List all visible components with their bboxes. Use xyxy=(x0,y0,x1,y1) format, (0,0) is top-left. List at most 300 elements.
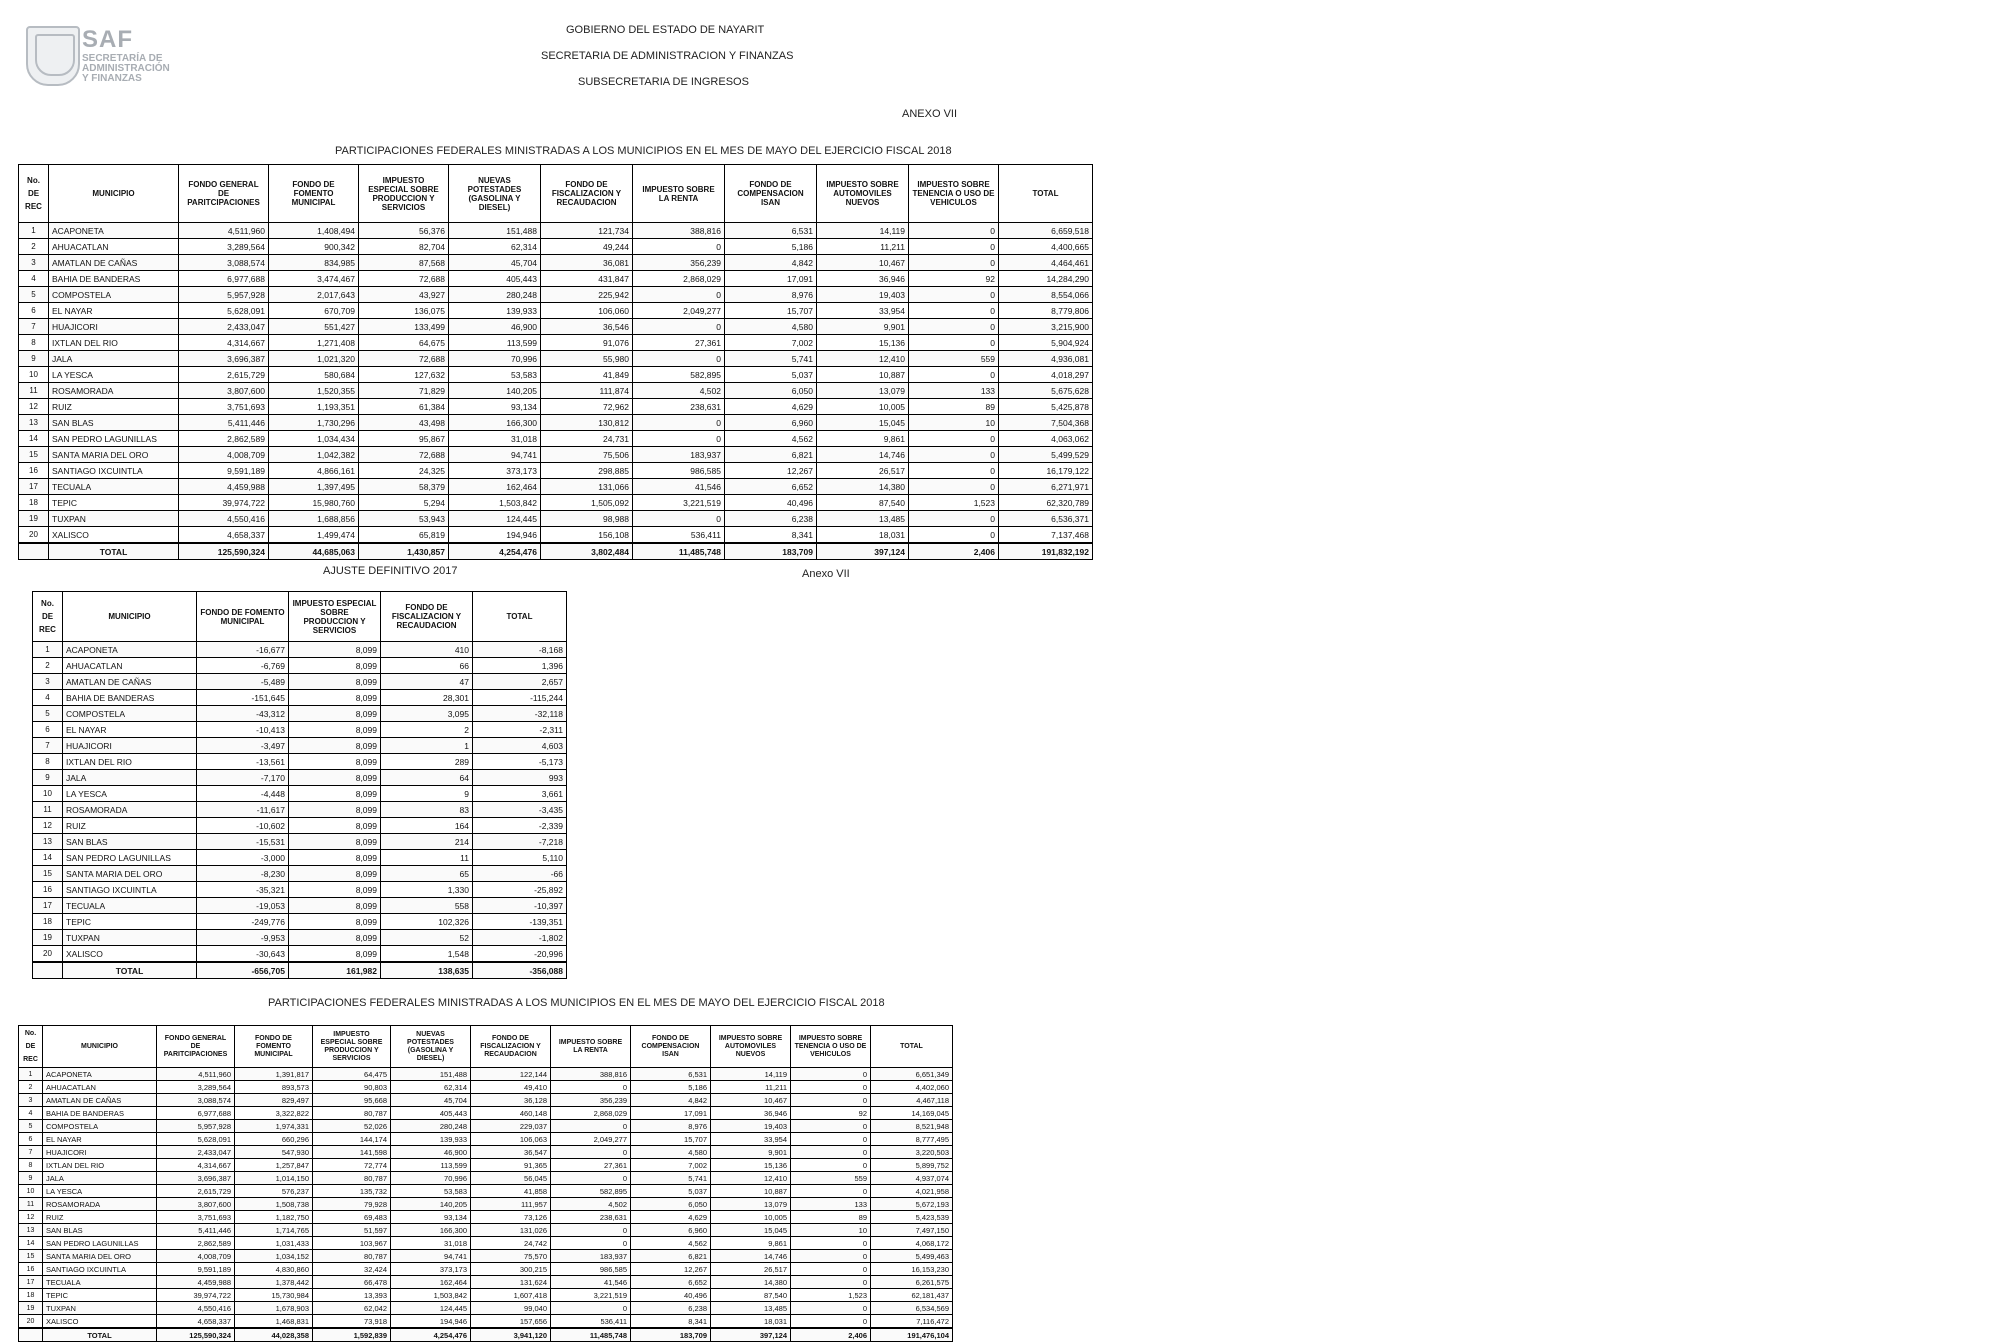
amount-cell: 40,496 xyxy=(631,1289,711,1302)
amount-cell: 300,215 xyxy=(471,1263,551,1276)
amount-cell: 0 xyxy=(633,351,725,367)
table-row xyxy=(33,690,567,706)
amount-cell: 0 xyxy=(909,511,999,527)
amount-cell: 41,849 xyxy=(541,367,633,383)
amount-cell: 33,954 xyxy=(817,303,909,319)
amount-cell: 1,257,847 xyxy=(235,1159,313,1172)
amount-cell: -30,643 xyxy=(197,946,289,963)
amount-cell: 53,583 xyxy=(449,367,541,383)
amount-cell: 4,502 xyxy=(551,1198,631,1211)
amount-cell: 5,675,628 xyxy=(999,383,1093,399)
amount-cell: 17,091 xyxy=(631,1107,711,1120)
amount-cell: 405,443 xyxy=(391,1107,471,1120)
municipio-cell: BAHIA DE BANDERAS xyxy=(49,271,179,287)
municipio-cell: COMPOSTELA xyxy=(63,706,197,722)
amount-cell: -35,321 xyxy=(197,882,289,898)
amount-cell: 0 xyxy=(551,1237,631,1250)
amount-cell: 53,583 xyxy=(391,1185,471,1198)
amount-cell: 558 xyxy=(381,898,473,914)
amount-cell: -43,312 xyxy=(197,706,289,722)
amount-cell: 111,874 xyxy=(541,383,633,399)
amount-cell: 536,411 xyxy=(551,1315,631,1329)
municipio-cell: TEPIC xyxy=(49,495,179,511)
row-number: 13 xyxy=(19,1224,43,1237)
amount-cell: 69,483 xyxy=(313,1211,391,1224)
amount-cell: 3,474,467 xyxy=(269,271,359,287)
row-number: 14 xyxy=(33,850,63,866)
table-row xyxy=(33,898,567,914)
amount-cell: 91,076 xyxy=(541,335,633,351)
amount-cell: 79,928 xyxy=(313,1198,391,1211)
municipio-cell: BAHIA DE BANDERAS xyxy=(63,690,197,706)
municipio-cell: RUIZ xyxy=(49,399,179,415)
amount-cell: 893,573 xyxy=(235,1081,313,1094)
amount-cell: 1,607,418 xyxy=(471,1289,551,1302)
amount-cell: 0 xyxy=(909,479,999,495)
amount-cell: 13,079 xyxy=(711,1198,791,1211)
amount-cell: 8,099 xyxy=(289,642,381,658)
amount-cell: 1,031,433 xyxy=(235,1237,313,1250)
amount-cell: 14,119 xyxy=(817,223,909,239)
amount-cell: 0 xyxy=(791,1068,871,1081)
amount-cell: 4,314,667 xyxy=(179,335,269,351)
amount-cell: 214 xyxy=(381,834,473,850)
amount-cell: 83 xyxy=(381,802,473,818)
municipio-cell: COMPOSTELA xyxy=(43,1120,157,1133)
municipio-cell: ACAPONETA xyxy=(43,1068,157,1081)
amount-cell: 11 xyxy=(381,850,473,866)
municipio-cell: ROSAMORADA xyxy=(63,802,197,818)
row-number: 12 xyxy=(19,399,49,415)
amount-cell: 52,026 xyxy=(313,1120,391,1133)
table-row xyxy=(19,495,1093,511)
amount-cell: 15,136 xyxy=(817,335,909,351)
amount-cell: 9,901 xyxy=(817,319,909,335)
amount-cell: 5,957,928 xyxy=(179,287,269,303)
amount-cell: 1,021,320 xyxy=(269,351,359,367)
row-number: 1 xyxy=(19,1068,43,1081)
amount-cell: 91,365 xyxy=(471,1159,551,1172)
row-number: 7 xyxy=(19,1146,43,1159)
municipio-cell: SAN BLAS xyxy=(49,415,179,431)
municipio-cell: EL NAYAR xyxy=(43,1133,157,1146)
amount-cell: 2,433,047 xyxy=(179,319,269,335)
amount-cell: 13,485 xyxy=(711,1302,791,1315)
amount-cell: 0 xyxy=(551,1302,631,1315)
municipio-cell: SANTIAGO IXCUINTLA xyxy=(43,1263,157,1276)
amount-cell: 87,540 xyxy=(817,495,909,511)
amount-cell: -66 xyxy=(473,866,567,882)
amount-cell: 113,599 xyxy=(391,1159,471,1172)
amount-cell: 95,668 xyxy=(313,1094,391,1107)
table1-header-row xyxy=(19,165,1093,223)
amount-cell: 3,215,900 xyxy=(999,319,1093,335)
municipio-cell: JALA xyxy=(43,1172,157,1185)
amount-cell: 582,895 xyxy=(551,1185,631,1198)
amount-cell: 356,239 xyxy=(551,1094,631,1107)
row-number: 6 xyxy=(19,303,49,319)
amount-cell: 164 xyxy=(381,818,473,834)
amount-cell: 43,927 xyxy=(359,287,449,303)
amount-cell: 156,108 xyxy=(541,527,633,544)
column-header: IMPUESTO ESPECIAL SOBRE PRODUCCION Y SERVICIOS xyxy=(289,592,381,642)
amount-cell: 131,026 xyxy=(471,1224,551,1237)
amount-cell: 8,777,495 xyxy=(871,1133,953,1146)
column-header: FONDO DE FISCALIZACION Y RECAUDACION xyxy=(541,165,633,223)
amount-cell: -10,397 xyxy=(473,898,567,914)
amount-cell: 16,179,122 xyxy=(999,463,1093,479)
amount-cell: 6,531 xyxy=(631,1068,711,1081)
amount-cell: 0 xyxy=(909,431,999,447)
amount-cell: 8,099 xyxy=(289,770,381,786)
amount-cell: 72,688 xyxy=(359,271,449,287)
amount-cell: 4,658,337 xyxy=(157,1315,235,1329)
row-number: 12 xyxy=(33,818,63,834)
amount-cell: 1,714,765 xyxy=(235,1224,313,1237)
ajuste-definitivo-table xyxy=(32,591,567,979)
amount-cell: 6,238 xyxy=(725,511,817,527)
table-row xyxy=(19,287,1093,303)
participaciones-table xyxy=(18,164,1093,560)
amount-cell: 6,960 xyxy=(725,415,817,431)
amount-cell: 0 xyxy=(791,1315,871,1329)
amount-cell: 0 xyxy=(551,1224,631,1237)
municipio-cell: AMATLAN DE CAÑAS xyxy=(49,255,179,271)
amount-cell: 13,485 xyxy=(817,511,909,527)
amount-cell: -356,088 xyxy=(473,962,567,979)
amount-cell: 90,803 xyxy=(313,1081,391,1094)
table-row xyxy=(19,415,1093,431)
amount-cell: 4,580 xyxy=(631,1146,711,1159)
amount-cell: 5,425,878 xyxy=(999,399,1093,415)
amount-cell: 144,174 xyxy=(313,1133,391,1146)
amount-cell: 6,531 xyxy=(725,223,817,239)
amount-cell: 72,688 xyxy=(359,351,449,367)
amount-cell: 125,590,324 xyxy=(157,1328,235,1342)
amount-cell: 12,267 xyxy=(631,1263,711,1276)
amount-cell: 6,651,349 xyxy=(871,1068,953,1081)
amount-cell: -7,170 xyxy=(197,770,289,786)
amount-cell: -2,311 xyxy=(473,722,567,738)
amount-cell: 5,499,529 xyxy=(999,447,1093,463)
amount-cell: 3,088,574 xyxy=(157,1094,235,1107)
amount-cell: 89 xyxy=(791,1211,871,1224)
amount-cell: 26,517 xyxy=(817,463,909,479)
amount-cell: 36,547 xyxy=(471,1146,551,1159)
amount-cell: 45,704 xyxy=(449,255,541,271)
amount-cell: 4,254,476 xyxy=(449,543,541,560)
municipio-cell: ACAPONETA xyxy=(49,223,179,239)
amount-cell: 1 xyxy=(381,738,473,754)
amount-cell: 4,402,060 xyxy=(871,1081,953,1094)
amount-cell: 13,079 xyxy=(817,383,909,399)
amount-cell: 6,050 xyxy=(725,383,817,399)
amount-cell: 0 xyxy=(633,319,725,335)
municipio-cell: IXTLAN DEL RIO xyxy=(63,754,197,770)
amount-cell: 225,942 xyxy=(541,287,633,303)
amount-cell: 6,977,688 xyxy=(157,1107,235,1120)
row-number: 1 xyxy=(33,642,63,658)
amount-cell: 4,830,860 xyxy=(235,1263,313,1276)
amount-cell: 32,424 xyxy=(313,1263,391,1276)
amount-cell: 66,478 xyxy=(313,1276,391,1289)
row-number: 16 xyxy=(19,463,49,479)
amount-cell: 3,807,600 xyxy=(157,1198,235,1211)
amount-cell: 93,134 xyxy=(391,1211,471,1224)
amount-cell: 7,137,468 xyxy=(999,527,1093,544)
amount-cell: 0 xyxy=(909,319,999,335)
amount-cell: 15,707 xyxy=(725,303,817,319)
amount-cell: 6,659,518 xyxy=(999,223,1093,239)
amount-cell: 0 xyxy=(791,1081,871,1094)
amount-cell: 8,099 xyxy=(289,706,381,722)
amount-cell: 5,499,463 xyxy=(871,1250,953,1263)
amount-cell: 183,709 xyxy=(631,1328,711,1342)
amount-cell: 1,391,817 xyxy=(235,1068,313,1081)
amount-cell: 4,459,988 xyxy=(179,479,269,495)
municipio-cell: TECUALA xyxy=(49,479,179,495)
amount-cell: -139,351 xyxy=(473,914,567,930)
amount-cell: 7,116,472 xyxy=(871,1315,953,1329)
amount-cell: 4,511,960 xyxy=(179,223,269,239)
total-row xyxy=(19,543,1093,560)
amount-cell: 27,361 xyxy=(551,1159,631,1172)
table-row xyxy=(33,834,567,850)
table-row xyxy=(19,1094,953,1107)
amount-cell: 1,523 xyxy=(909,495,999,511)
amount-cell: 47 xyxy=(381,674,473,690)
amount-cell: 0 xyxy=(633,511,725,527)
amount-cell: -16,677 xyxy=(197,642,289,658)
row-number: 6 xyxy=(33,722,63,738)
amount-cell: 15,980,760 xyxy=(269,495,359,511)
amount-cell: 0 xyxy=(791,1133,871,1146)
amount-cell: 8,099 xyxy=(289,946,381,963)
amount-cell: 0 xyxy=(909,447,999,463)
amount-cell: 151,488 xyxy=(449,223,541,239)
amount-cell: 8,554,066 xyxy=(999,287,1093,303)
amount-cell: 80,787 xyxy=(313,1172,391,1185)
amount-cell: 194,946 xyxy=(449,527,541,544)
amount-cell: 2,868,029 xyxy=(551,1107,631,1120)
amount-cell: 1,014,150 xyxy=(235,1172,313,1185)
amount-cell: 5,423,539 xyxy=(871,1211,953,1224)
amount-cell: 12,410 xyxy=(817,351,909,367)
amount-cell: 6,652 xyxy=(631,1276,711,1289)
amount-cell: 7,002 xyxy=(725,335,817,351)
amount-cell: 139,933 xyxy=(449,303,541,319)
column-header: FONDO DE COMPENSACION ISAN xyxy=(631,1026,711,1068)
amount-cell: 151,488 xyxy=(391,1068,471,1081)
amount-cell: 5,110 xyxy=(473,850,567,866)
amount-cell: -19,053 xyxy=(197,898,289,914)
amount-cell: 2,868,029 xyxy=(633,271,725,287)
amount-cell: 1,034,152 xyxy=(235,1250,313,1263)
amount-cell: 62,181,437 xyxy=(871,1289,953,1302)
amount-cell: 131,624 xyxy=(471,1276,551,1289)
column-header: No. DE REC xyxy=(19,165,49,223)
table-row xyxy=(19,1120,953,1133)
amount-cell: -6,769 xyxy=(197,658,289,674)
amount-cell: -3,435 xyxy=(473,802,567,818)
amount-cell: 405,443 xyxy=(449,271,541,287)
amount-cell: 5,186 xyxy=(725,239,817,255)
row-number: 15 xyxy=(33,866,63,882)
row-number: 11 xyxy=(19,383,49,399)
amount-cell: 49,410 xyxy=(471,1081,551,1094)
amount-cell: 2,406 xyxy=(909,543,999,560)
amount-cell: 10 xyxy=(791,1224,871,1237)
row-number: 7 xyxy=(33,738,63,754)
amount-cell: 4,254,476 xyxy=(391,1328,471,1342)
table2-anexo: Anexo VII xyxy=(802,568,850,580)
amount-cell: 388,816 xyxy=(633,223,725,239)
amount-cell: 834,985 xyxy=(269,255,359,271)
amount-cell: 98,988 xyxy=(541,511,633,527)
amount-cell: 1,520,355 xyxy=(269,383,359,399)
amount-cell: 1,468,831 xyxy=(235,1315,313,1329)
amount-cell: 6,534,569 xyxy=(871,1302,953,1315)
amount-cell: 64,675 xyxy=(359,335,449,351)
amount-cell: 5,294 xyxy=(359,495,449,511)
amount-cell: 3,751,693 xyxy=(179,399,269,415)
municipio-cell: HUAJICORI xyxy=(43,1146,157,1159)
row-number: 8 xyxy=(33,754,63,770)
table-row xyxy=(33,866,567,882)
header-secretaria: SECRETARIA DE ADMINISTRACION Y FINANZAS xyxy=(541,50,794,62)
amount-cell: 0 xyxy=(791,1159,871,1172)
amount-cell: -1,802 xyxy=(473,930,567,946)
amount-cell: 131,066 xyxy=(541,479,633,495)
amount-cell: 53,943 xyxy=(359,511,449,527)
amount-cell: 138,635 xyxy=(381,962,473,979)
amount-cell: 3,802,484 xyxy=(541,543,633,560)
table-row xyxy=(19,1198,953,1211)
amount-cell: 15,707 xyxy=(631,1133,711,1146)
amount-cell: 5,899,752 xyxy=(871,1159,953,1172)
table-row xyxy=(19,303,1093,319)
amount-cell: 12,410 xyxy=(711,1172,791,1185)
municipio-cell: SAN PEDRO LAGUNILLAS xyxy=(63,850,197,866)
amount-cell: 431,847 xyxy=(541,271,633,287)
amount-cell: 94,741 xyxy=(391,1250,471,1263)
amount-cell: 70,996 xyxy=(391,1172,471,1185)
amount-cell: 5,957,928 xyxy=(157,1120,235,1133)
amount-cell: -3,497 xyxy=(197,738,289,754)
amount-cell: -151,645 xyxy=(197,690,289,706)
amount-cell: 191,832,192 xyxy=(999,543,1093,560)
row-number: 19 xyxy=(33,930,63,946)
amount-cell: 660,296 xyxy=(235,1133,313,1146)
amount-cell: 0 xyxy=(791,1263,871,1276)
table-row xyxy=(33,818,567,834)
amount-cell: 66 xyxy=(381,658,473,674)
amount-cell: 7,504,368 xyxy=(999,415,1093,431)
municipio-cell: SAN BLAS xyxy=(63,834,197,850)
amount-cell: 1,193,351 xyxy=(269,399,359,415)
amount-cell: 162,464 xyxy=(449,479,541,495)
amount-cell: -13,561 xyxy=(197,754,289,770)
amount-cell: -10,602 xyxy=(197,818,289,834)
amount-cell: 7,002 xyxy=(631,1159,711,1172)
amount-cell: 13,393 xyxy=(313,1289,391,1302)
amount-cell: 93,134 xyxy=(449,399,541,415)
total-row xyxy=(33,962,567,979)
amount-cell: 1,592,839 xyxy=(313,1328,391,1342)
amount-cell: 1,688,856 xyxy=(269,511,359,527)
amount-cell: 15,045 xyxy=(711,1224,791,1237)
amount-cell: 2,049,277 xyxy=(551,1133,631,1146)
amount-cell: 1,397,495 xyxy=(269,479,359,495)
amount-cell: 191,476,104 xyxy=(871,1328,953,1342)
amount-cell: 8,099 xyxy=(289,674,381,690)
amount-cell: 298,885 xyxy=(541,463,633,479)
column-header: No. DE REC xyxy=(33,592,63,642)
table-row xyxy=(19,527,1093,544)
amount-cell: 16,153,230 xyxy=(871,1263,953,1276)
municipio-cell: SANTIAGO IXCUINTLA xyxy=(63,882,197,898)
amount-cell: 0 xyxy=(909,463,999,479)
amount-cell: -11,617 xyxy=(197,802,289,818)
amount-cell: 0 xyxy=(633,431,725,447)
amount-cell: 1,503,842 xyxy=(449,495,541,511)
amount-cell: 44,685,063 xyxy=(269,543,359,560)
amount-cell: 4,842 xyxy=(631,1094,711,1107)
column-header: TOTAL xyxy=(473,592,567,642)
table-row xyxy=(33,770,567,786)
amount-cell: 229,037 xyxy=(471,1120,551,1133)
amount-cell: 0 xyxy=(791,1276,871,1289)
amount-cell: 140,205 xyxy=(449,383,541,399)
row-number: 5 xyxy=(19,1120,43,1133)
amount-cell: 12,267 xyxy=(725,463,817,479)
column-header: IMPUESTO SOBRE TENENCIA O USO DE VEHICULOS xyxy=(909,165,999,223)
amount-cell: 280,248 xyxy=(449,287,541,303)
amount-cell: 8,099 xyxy=(289,914,381,930)
amount-cell: 356,239 xyxy=(633,255,725,271)
table-row xyxy=(19,1068,953,1081)
amount-cell: 15,136 xyxy=(711,1159,791,1172)
amount-cell: -10,413 xyxy=(197,722,289,738)
column-header: NUEVAS POTESTADES (GASOLINA Y DIESEL) xyxy=(391,1026,471,1068)
amount-cell: 14,119 xyxy=(711,1068,791,1081)
total-row xyxy=(19,1328,953,1342)
amount-cell: 8,099 xyxy=(289,882,381,898)
amount-cell: 4,550,416 xyxy=(157,1302,235,1315)
amount-cell: 1,042,382 xyxy=(269,447,359,463)
amount-cell: 36,081 xyxy=(541,255,633,271)
table-row xyxy=(19,463,1093,479)
table-row xyxy=(19,255,1093,271)
amount-cell: 1,499,474 xyxy=(269,527,359,544)
row-number: 18 xyxy=(19,495,49,511)
amount-cell: 111,957 xyxy=(471,1198,551,1211)
municipio-cell: AHUACATLAN xyxy=(49,239,179,255)
row-number: 13 xyxy=(19,415,49,431)
row-number: 4 xyxy=(19,271,49,287)
municipio-cell: TUXPAN xyxy=(63,930,197,946)
table-row xyxy=(33,706,567,722)
amount-cell: 87,540 xyxy=(711,1289,791,1302)
amount-cell: 45,704 xyxy=(391,1094,471,1107)
amount-cell: 0 xyxy=(633,239,725,255)
amount-cell: 1,523 xyxy=(791,1289,871,1302)
amount-cell: 11,211 xyxy=(711,1081,791,1094)
amount-cell: 2,657 xyxy=(473,674,567,690)
amount-cell: 19,403 xyxy=(711,1120,791,1133)
column-header: IMPUESTO ESPECIAL SOBRE PRODUCCION Y SERVICIOS xyxy=(313,1026,391,1068)
municipio-cell: ACAPONETA xyxy=(63,642,197,658)
